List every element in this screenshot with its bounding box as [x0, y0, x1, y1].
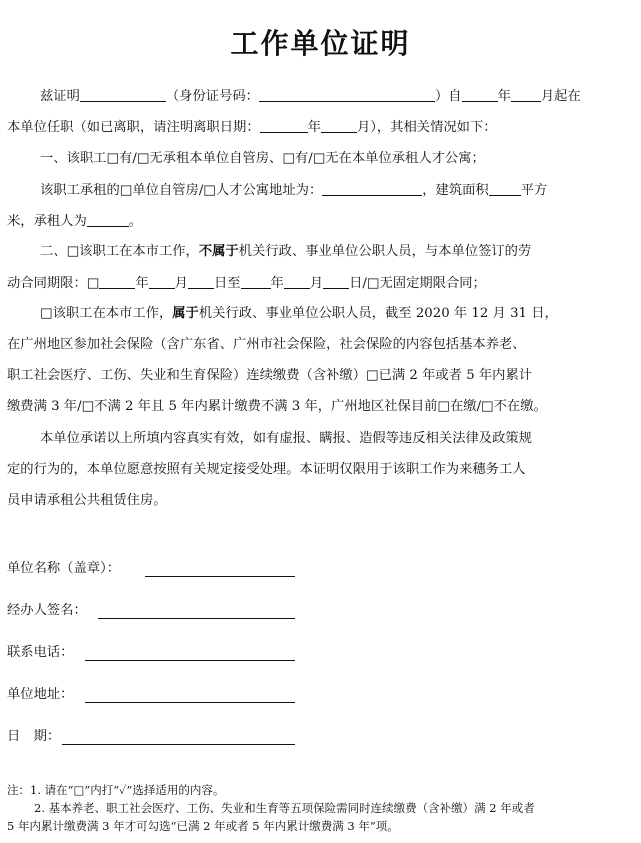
text: 月	[174, 276, 188, 291]
document-title: 工作单位证明	[230, 27, 411, 60]
handler-signature-field[interactable]	[98, 617, 295, 619]
text: 机关行政、事业单位公职人员，与本单位签订的劳	[238, 244, 532, 259]
text: 月	[309, 276, 324, 291]
housing-address-blank[interactable]	[322, 181, 422, 196]
text: 二、□该职工在本市工作，	[40, 244, 199, 259]
bold-text: 不属于	[198, 244, 239, 259]
id-number-blank[interactable]	[259, 87, 435, 102]
text: ，建筑面积	[422, 183, 489, 198]
leave-year-blank[interactable]	[260, 118, 308, 133]
floor-area-blank[interactable]	[489, 181, 521, 196]
text: 本单位任职（如已离职，请注明离职日期：	[7, 120, 260, 135]
paragraph-line: 缴费满 3 年/□不满 2 年且 5 年内累计缴费不满 3 年，广州地区社保目前□在缴/□不在缴。	[7, 399, 547, 414]
text: 月），其相关情况如下：	[356, 120, 497, 135]
date-field[interactable]	[62, 743, 295, 745]
paragraph-line	[40, 181, 547, 200]
text: 日/□无固定期限合同；	[349, 276, 486, 291]
text: □该职工在本市工作，	[40, 306, 173, 321]
text: 米，承租人为	[7, 214, 87, 229]
phone-field[interactable]	[85, 659, 295, 661]
contract-end-day-blank[interactable]	[323, 274, 349, 289]
text: 机关行政、事业单位公职人员，截至 2020 年 12 月 31 日，	[198, 306, 558, 321]
paragraph-line: 本单位承诺以上所填内容真实有效，如有虚报、瞒报、造假等违反相关法律及政策规	[40, 431, 532, 446]
paragraph-line	[40, 243, 531, 261]
start-year-blank[interactable]	[462, 87, 498, 102]
text: ）自	[434, 89, 462, 104]
tenant-blank[interactable]	[87, 212, 129, 227]
note-line-2: 2. 基本养老、职工社会医疗、工伤、失业和生育等五项保险需同时连续缴费（含补缴）满 2 年或者	[34, 801, 535, 815]
text: 年	[307, 120, 321, 135]
contract-end-year-blank[interactable]	[241, 274, 271, 289]
contract-start-day-blank[interactable]	[188, 274, 214, 289]
phone-label: 联系电话：	[7, 645, 74, 660]
address-field[interactable]	[85, 701, 295, 703]
text: 年	[497, 89, 511, 104]
text: （身份证号码：	[165, 89, 259, 104]
paragraph-line	[7, 274, 486, 293]
text: 平方	[520, 183, 548, 198]
text: 动合同期限：□	[7, 276, 100, 291]
note-line-3: 5 年内累计缴费满 3 年才可勾选“已满 2 年或者 5 年内累计缴费满 3 年”项。	[7, 819, 399, 833]
address-label: 单位地址：	[7, 687, 74, 702]
paragraph-line: 员申请承租公共租赁住房。	[7, 493, 167, 508]
paragraph-line	[40, 305, 558, 323]
paragraph-line: 一、该职工□有/□无承租本单位自管房、□有/□无在本单位承租人才公寓；	[40, 151, 485, 166]
paragraph-line: 在广州地区参加社会保险（含广东省、广州市社会保险，社会保险的内容包括基本养老、	[7, 337, 526, 352]
note-line-1: 注：1. 请在“□”内打“✓”选择适用的内容。	[7, 783, 225, 797]
paragraph-line	[7, 212, 142, 231]
leave-month-blank[interactable]	[321, 118, 357, 133]
contract-end-month-blank[interactable]	[284, 274, 310, 289]
name-blank[interactable]	[80, 87, 166, 102]
text: 月起在	[540, 89, 581, 104]
text: 。	[128, 214, 143, 229]
start-month-blank[interactable]	[511, 87, 541, 102]
unit-name-field[interactable]	[145, 575, 295, 577]
paragraph-line	[40, 87, 581, 106]
contract-start-year-blank[interactable]	[99, 274, 135, 289]
contract-start-month-blank[interactable]	[149, 274, 175, 289]
text: 该职工承租的□单位自管房/□人才公寓地址为：	[40, 183, 323, 198]
text: 日至	[213, 276, 241, 291]
unit-name-label: 单位名称（盖章）：	[7, 561, 121, 576]
text: 兹证明	[40, 89, 80, 104]
date-label: 日 期：	[7, 729, 61, 744]
bold-text: 属于	[172, 306, 199, 321]
paragraph-line	[7, 118, 497, 137]
text: 年	[270, 276, 284, 291]
text: 年	[135, 276, 149, 291]
paragraph-line: 职工社会医疗、工伤、失业和生育保险）连续缴费（含补缴）□已满 2 年或者 5 年内累计	[7, 368, 533, 383]
handler-signature-label: 经办人签名：	[7, 603, 87, 618]
paragraph-line: 定的行为的，本单位愿意按照有关规定接受处理。本证明仅限用于该职工作为来穗务工人	[7, 462, 526, 477]
